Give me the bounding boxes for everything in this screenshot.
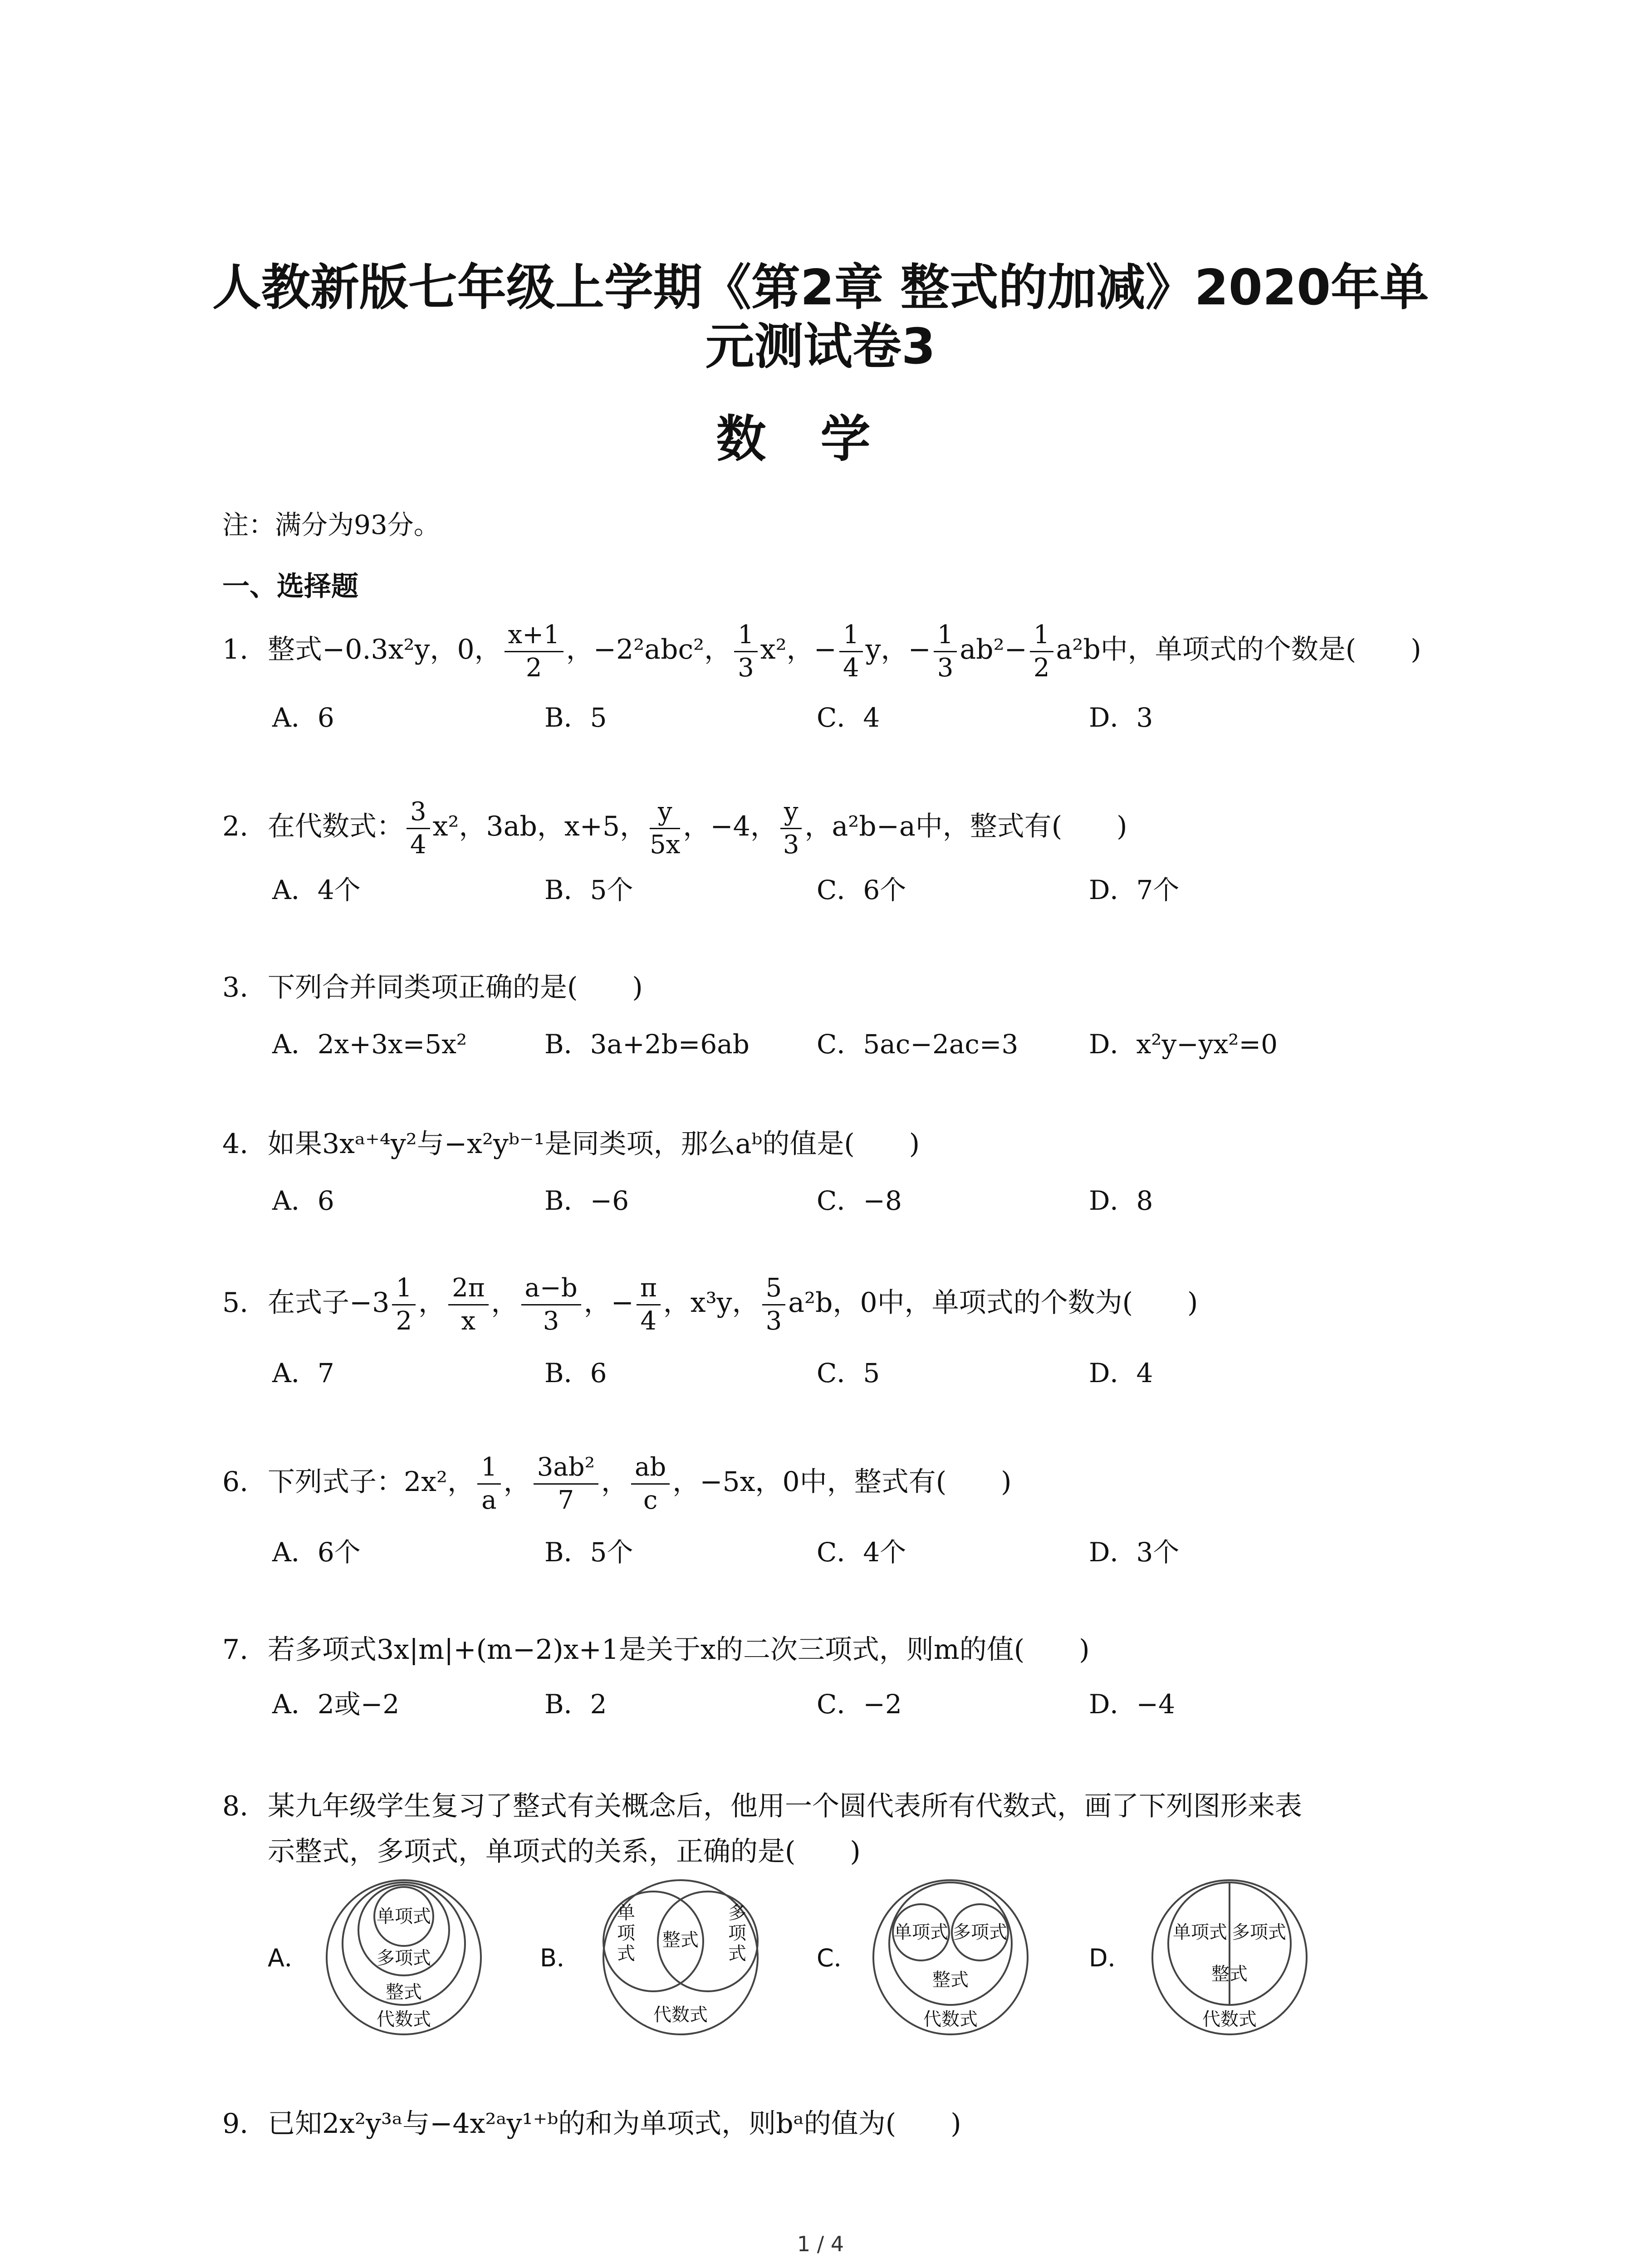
question-8	[222, 1785, 1447, 1828]
option-d-label[interactable]: D．	[1089, 1944, 1132, 1972]
option-c[interactable]: C．4	[817, 702, 880, 733]
fraction: $\frac{1}{3}$	[934, 619, 957, 684]
fraction: $\frac{1}{4}$	[839, 619, 863, 684]
stem-text: x²，−	[760, 634, 837, 666]
duo-label: 多项式	[377, 1948, 431, 1969]
duo-label: 多项式	[1232, 1922, 1286, 1943]
option-a[interactable]: A．7	[272, 1358, 334, 1388]
stem-text: ，	[503, 1466, 531, 1498]
option-a-label[interactable]: A．	[268, 1944, 309, 1972]
fraction: $\frac{1}{2}$	[392, 1272, 416, 1337]
stem-text: x²，3ab，x+5，	[432, 811, 647, 843]
fraction: $\frac{y}{3}$	[780, 796, 802, 861]
fraction: $\frac{1}{a}$	[477, 1452, 501, 1516]
dai-label: 代数式	[923, 2009, 978, 2030]
fraction: $\frac{1}{2}$	[1030, 619, 1053, 684]
question-number: 3.	[222, 972, 249, 1003]
option-b[interactable]: B．5	[544, 702, 607, 733]
score-note: 注：满分为93分。	[222, 509, 440, 540]
stem-text: a²b	[1056, 634, 1101, 666]
stem-text: 下列合并同类项正确的是( )	[268, 972, 643, 1003]
option-b[interactable]: B．6	[544, 1358, 607, 1388]
page-title-line2: 元测试卷3	[705, 318, 936, 375]
stem-text: ，	[418, 1287, 446, 1319]
question-number: 5.	[222, 1287, 249, 1319]
stem-text: 在式子−3	[268, 1287, 390, 1319]
subject-heading: 数学	[716, 410, 925, 468]
stem-text: ，	[601, 1466, 629, 1498]
dan-label: 单项式	[377, 1906, 431, 1927]
stem-text: ，−	[583, 1287, 634, 1319]
page-number: 1 / 4	[797, 2232, 844, 2256]
option-a[interactable]: A．6	[272, 702, 334, 733]
stem-text: ，−2²abc²，	[566, 634, 732, 666]
question-8-line2: 示整式，多项式，单项式的关系，正确的是( )	[268, 1836, 861, 1867]
question-number: 7.	[222, 1634, 249, 1666]
stem-text: ，	[491, 1287, 519, 1319]
dan-v3: 式	[617, 1943, 635, 1964]
venn-diagrams	[254, 1869, 1334, 2059]
option-b[interactable]: B．2	[544, 1689, 607, 1720]
option-a[interactable]: A．4个	[272, 875, 361, 905]
stem-text: 若多项式3x|m|+(m−2)x+1是关于x的二次三项式，则m的值( )	[268, 1634, 1090, 1666]
option-b[interactable]: B．5个	[544, 875, 633, 905]
option-b[interactable]: B．3a+2b=6ab	[544, 1029, 749, 1060]
duo-v2: 项	[728, 1923, 746, 1944]
fraction: $\frac{3}{4}$	[407, 796, 430, 861]
zheng-label: 整式	[932, 1970, 969, 1990]
stem-text: y，−	[865, 634, 931, 666]
duo-v3: 式	[728, 1943, 746, 1964]
question-number: 9.	[222, 2108, 249, 2140]
question-number: 8.	[222, 1790, 249, 1822]
duo-v1: 多	[728, 1902, 746, 1923]
question-6	[222, 1452, 1447, 1516]
option-a[interactable]: A．2或−2	[272, 1689, 400, 1720]
stem-text: ，x³y，	[663, 1287, 759, 1319]
option-b[interactable]: B．5个	[544, 1537, 633, 1568]
dai-label: 代数式	[1202, 2009, 1257, 2030]
question-number: 2.	[222, 811, 249, 843]
zheng-label: 整式	[386, 1982, 422, 2003]
fraction: $\frac{\text{3ab²}}{7}$	[534, 1452, 598, 1516]
fraction: $\frac{a-b}{3}$	[521, 1272, 581, 1337]
zheng-label: 整式	[662, 1930, 699, 1950]
question-number: 1.	[222, 634, 249, 666]
option-b-label[interactable]: B．	[540, 1944, 582, 1972]
stem-text: 中，单项式的个数是( )	[1100, 634, 1421, 666]
dai-label: 代数式	[653, 2004, 708, 2025]
dan-v1: 单	[617, 1902, 635, 1923]
option-a[interactable]: A．6个	[272, 1537, 361, 1568]
fraction: $\frac{1}{3}$	[734, 619, 758, 684]
question-7	[222, 1628, 1447, 1672]
fraction: $\frac{\pi}{4}$	[637, 1272, 661, 1337]
question-4	[222, 1123, 1447, 1166]
option-d[interactable]: D．7个	[1089, 875, 1180, 905]
fraction: $\frac{x+1}{2}$	[505, 619, 563, 684]
option-c[interactable]: C．5ac−2ac=3	[817, 1029, 1019, 1060]
option-c[interactable]: C．−2	[817, 1689, 902, 1720]
question-number: 4.	[222, 1128, 249, 1160]
question-3	[222, 966, 1447, 1009]
option-d[interactable]: D．x²y−yx²=0	[1089, 1029, 1278, 1060]
option-a[interactable]: A．2x+3x=5x²	[272, 1029, 467, 1060]
stem-text: 某九年级学生复习了整式有关概念后，他用一个圆代表所有代数式，画了下列图形来表	[268, 1790, 1302, 1822]
option-d[interactable]: D．3	[1089, 702, 1153, 733]
fraction: $\frac{ab}{c}$	[631, 1452, 670, 1516]
stem-text: ，−5x，0中，整式有( )	[672, 1466, 1012, 1498]
dan-label: 单项式	[894, 1922, 948, 1943]
stem-text: ，−4，	[683, 811, 778, 843]
option-b[interactable]: B．−6	[544, 1185, 629, 1216]
option-d[interactable]: D．8	[1089, 1185, 1153, 1216]
option-c[interactable]: C．6个	[817, 875, 906, 905]
duo-label: 多项式	[953, 1922, 1007, 1943]
question-1	[222, 619, 1447, 684]
stem-text: ab²−	[960, 634, 1027, 666]
option-d[interactable]: D．−4	[1089, 1689, 1176, 1720]
dan-v2: 项	[617, 1923, 635, 1944]
option-a[interactable]: A．6	[272, 1185, 334, 1216]
dai-label: 代数式	[377, 2009, 431, 2030]
option-c[interactable]: C．−8	[817, 1185, 902, 1216]
question-5	[222, 1272, 1447, 1337]
option-c-label[interactable]: C．	[817, 1944, 858, 1972]
option-d[interactable]: D．4	[1089, 1358, 1153, 1388]
stem-text: 下列式子：2x²，	[268, 1466, 475, 1498]
option-c[interactable]: C．4个	[817, 1537, 906, 1568]
stem-text: a²b，0中，单项式的个数为( )	[788, 1287, 1198, 1319]
zheng-label: 整式	[1211, 1964, 1248, 1984]
stem-text: 如果3xᵃ⁺⁴y²与−x²yᵇ⁻¹是同类项，那么aᵇ的值是( )	[268, 1128, 920, 1160]
stem-text: ，a²b−a中，整式有( )	[804, 811, 1127, 843]
fraction: $\frac{5}{3}$	[762, 1272, 786, 1337]
option-c[interactable]: C．5	[817, 1358, 880, 1388]
stem-text: 整式−0.3x²y，0，	[268, 634, 502, 666]
dan-label: 单项式	[1173, 1922, 1227, 1943]
section-heading: 一、选择题	[222, 571, 358, 602]
question-2	[222, 796, 1447, 861]
fraction: $\frac{y}{5x}$	[650, 797, 681, 860]
page-title-line1: 人教新版七年级上学期《第2章 整式的加减》2020年单	[212, 259, 1429, 316]
question-9	[222, 2102, 1447, 2146]
fraction: $\frac{2\pi}{x}$	[448, 1272, 488, 1337]
question-number: 6.	[222, 1466, 249, 1498]
stem-text: 已知2x²y³ᵃ与−4x²ᵃy¹⁺ᵇ的和为单项式，则bᵃ的值为( )	[268, 2108, 961, 2140]
option-d[interactable]: D．3个	[1089, 1537, 1180, 1568]
stem-text: 在代数式：	[268, 811, 404, 843]
